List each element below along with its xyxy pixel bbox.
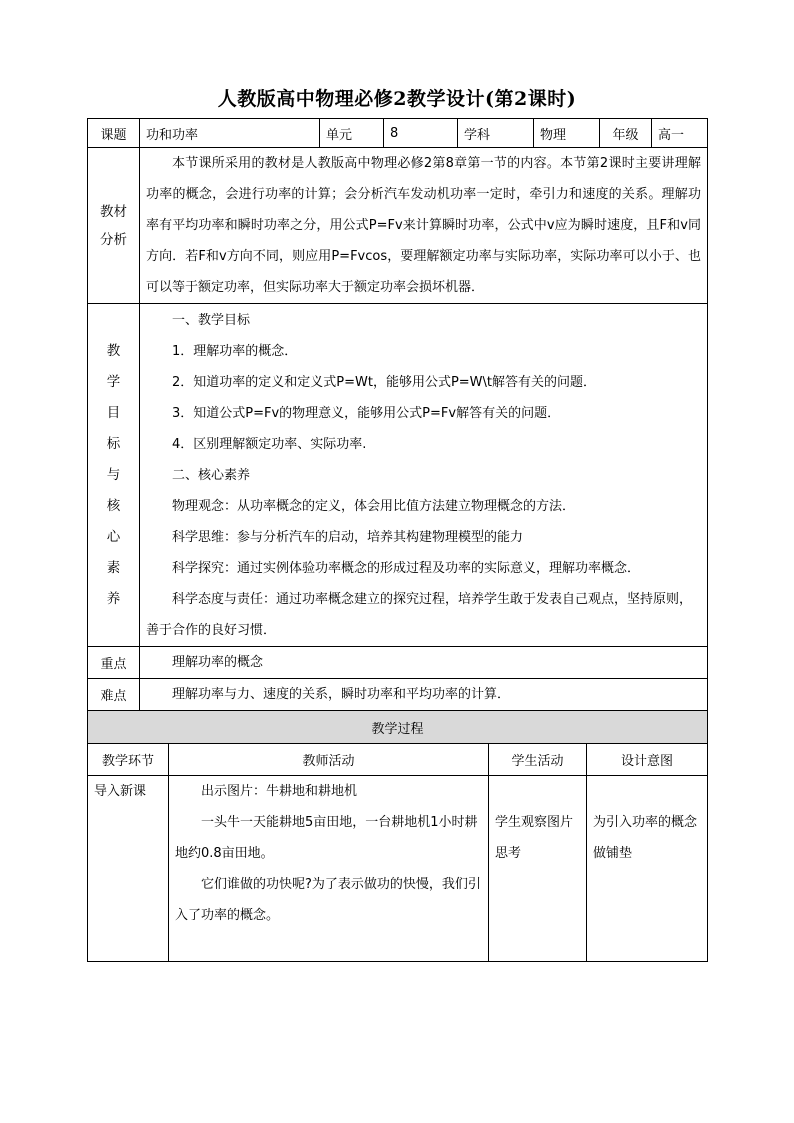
difficulty-text: 理解功率与力、速度的关系，瞬时功率和平均功率的计算． — [172, 687, 511, 702]
process-columns-row — [88, 744, 708, 776]
material-label — [88, 148, 140, 304]
literacy-item: 科学探究：通过实例体验功率概念的形成过程及功率的实际意义，理解功率概念． — [172, 561, 641, 576]
column-stage: 教学环节 — [88, 744, 169, 776]
difficulty-cell — [140, 679, 708, 711]
column-student: 学生活动 — [489, 744, 587, 776]
goals-label — [88, 304, 140, 647]
subject-label: 学科 — [458, 119, 534, 148]
column-intent: 设计意图 — [587, 744, 708, 776]
goals-label-line: 目标 — [106, 404, 132, 452]
unit-label: 单元 — [320, 119, 384, 148]
topic-value: 功和功率 — [140, 119, 320, 148]
student-text: 学生观察图片思考 — [495, 815, 574, 861]
goals-label-line: 心素 — [106, 528, 132, 576]
process-header: 教学过程 — [88, 711, 708, 744]
key-point-label: 重点 — [88, 647, 140, 679]
intent-text: 为引入功率的概念做铺垫 — [593, 815, 698, 861]
literacy-section-title: 二、核心素养 — [172, 468, 251, 483]
intent-cell — [587, 776, 708, 962]
column-teacher: 教师活动 — [169, 744, 489, 776]
material-row — [88, 148, 708, 304]
process-header-row — [88, 711, 708, 744]
goals-row — [88, 304, 708, 647]
student-cell — [489, 776, 587, 962]
goals-label-line: 教学 — [106, 342, 132, 390]
goal-item: 2．知道功率的定义和定义式P=Wt，能够用公式P=W\t解答有关的问题． — [172, 375, 597, 390]
goals-section-title: 一、教学目标 — [172, 313, 251, 328]
goal-item: 1．理解功率的概念． — [172, 344, 298, 359]
goal-item: 3．知道公式P=Fv的物理意义，能够用公式P=Fv解答有关的问题． — [172, 406, 561, 421]
difficulty-label: 难点 — [88, 679, 140, 711]
topic-label: 课题 — [88, 119, 140, 148]
teacher-text: 它们谁做的功快呢?为了表示做功的快慢，我们引入了功率的概念。 — [175, 877, 481, 923]
material-text: 本节课所采用的教材是人教版高中物理必修2第8章第一节的内容。本节第2课时主要讲理解功率的概念，会进行功率的计算；会分析汽车发动机功率一定时，牵引力和速度的关系。理解功率有平均功率和瞬时功率之分，用公式P=Fv来计算瞬时功率，公式中v应为瞬时速度，且F和v同方向．若F和v方向不同，则应用P=Fvcos，要理解额定功率与实际功率，实际功率可以小于、也可以等于额定功率，但实际功率大于额定功率会损坏机器． — [146, 156, 701, 295]
goal-item: 4．区别理解额定功率、实际功率. — [172, 437, 367, 452]
key-point-text: 理解功率的概念 — [172, 655, 264, 670]
material-label-line2: 分析 — [100, 231, 127, 248]
stage-cell — [88, 776, 169, 962]
key-point-cell — [140, 647, 708, 679]
grade-value: 高一 — [652, 119, 708, 148]
unit-value: 8 — [384, 119, 458, 148]
teacher-text: 一头牛一天能耕地5亩田地，一台耕地机1小时耕地约0.8亩田地。 — [175, 815, 478, 861]
material-label-line1: 教材 — [100, 203, 127, 220]
key-point-row — [88, 647, 708, 679]
goals-label-line: 养 — [106, 590, 132, 607]
process-table — [87, 743, 708, 962]
goals-content — [140, 304, 708, 647]
literacy-item: 科学思维：参与分析汽车的启动，培养其构建物理模型的能力 — [172, 530, 524, 545]
grade-label: 年级 — [600, 119, 652, 148]
goals-label-line: 与核 — [106, 466, 132, 514]
teacher-text: 出示图片：牛耕地和耕地机 — [201, 784, 358, 799]
difficulty-row — [88, 679, 708, 711]
literacy-item: 物理观念：从功率概念的定义，体会用比值方法建立物理概念的方法． — [172, 499, 576, 514]
subject-value: 物理 — [534, 119, 600, 148]
lesson-info-table — [87, 118, 708, 744]
literacy-item: 科学态度与责任：通过功率概念建立的探究过程，培养学生敢于发表自己观点，坚持原则，善于合作的良好习惯． — [146, 592, 693, 638]
stage-text: 导入新课 — [94, 784, 147, 799]
process-row — [88, 776, 708, 962]
teacher-cell — [169, 776, 489, 962]
page-title: 人教版高中物理必修2教学设计(第2课时) — [217, 88, 577, 110]
info-row — [88, 119, 708, 148]
material-text-cell — [140, 148, 708, 304]
